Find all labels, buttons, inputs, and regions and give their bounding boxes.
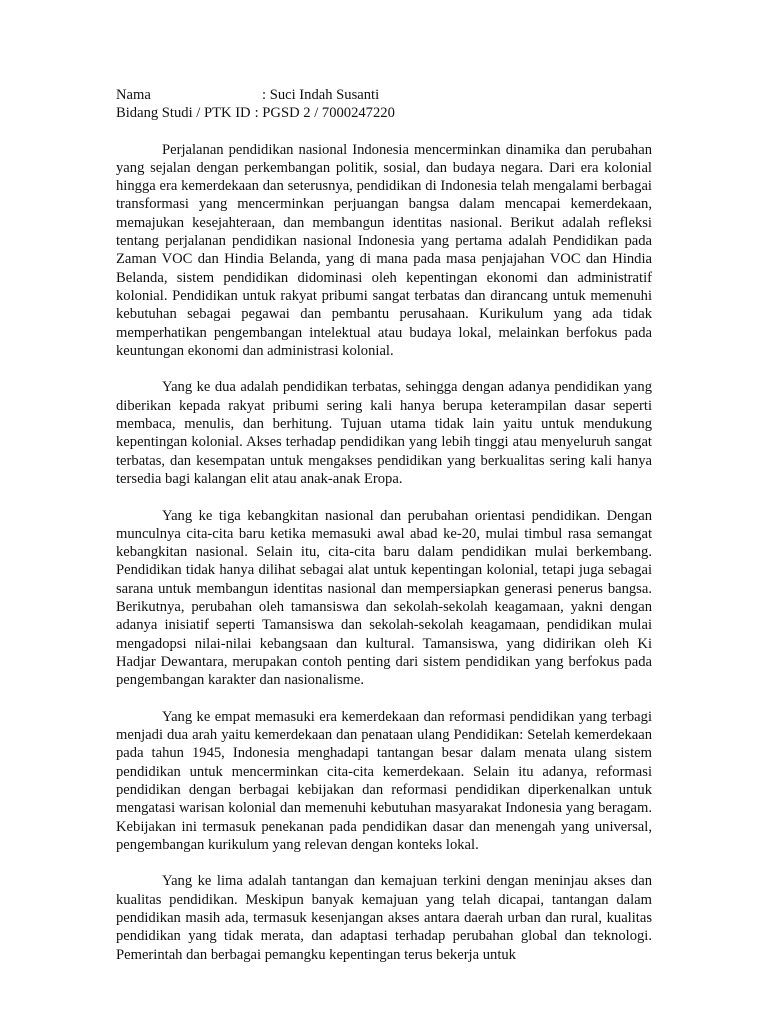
name-line	[116, 86, 652, 104]
paragraph-4: Yang ke empat memasuki era kemerdekaan dan reformasi pendidikan yang terbagi menjadi dua arah yaitu kemerdekaan dan penataan ulang Pendidikan: Setelah kemerdekaan pada tahun 1945, Indonesia menghadapi tantangan besar dalam menata ulang sistem pendidikan untuk mencerminkan cita-cita kemerdekaan. Selain itu adanya, reformasi pendidikan dengan berbagai kebijakan dan reformasi pendidikan diperkenalkan untuk mengatasi warisan kolonial dan memenuhi kebutuhan masyarakat Indonesia yang beragam. Kebijakan ini termasuk penekanan pada pendidikan dasar dan menengah yang universal, pengembangan kurikulum yang relevan dengan konteks lokal.	[116, 708, 652, 853]
name-value: : Suci Indah Susanti	[262, 87, 380, 103]
paragraph-2: Yang ke dua adalah pendidikan terbatas, sehingga dengan adanya pendidikan yang diberikan kepada rakyat pribumi sering kali hanya berupa keterampilan dasar seperti membaca, menulis, dan berhitung. Tujuan utama tidak lain yaitu untuk mendukung kepentingan kolonial. Akses terhadap pendidikan yang lebih tinggi atau menyeluruh sangat terbatas, dan kesempatan untuk mengakses pendidikan yang berkualitas sering kali hanya tersedia bagi kalangan elit atau anak-anak Eropa.	[116, 379, 652, 487]
name-label: Nama	[116, 87, 151, 103]
document-body	[116, 86, 652, 964]
paragraph-5: Yang ke lima adalah tantangan dan kemajuan terkini dengan meninjau akses dan kualitas pendidikan. Meskipun banyak kemajuan yang telah dicapai, tantangan dalam pendidikan masih ada, termasuk kesenjangan akses antara daerah urban dan rural, kualitas pendidikan yang tidak merata, dan adaptasi terhadap perubahan global dan teknologi. Pemerintah dan berbagai pemangku kepentingan terus bekerja untuk	[116, 873, 652, 963]
paragraph-3: Yang ke tiga kebangkitan nasional dan perubahan orientasi pendidikan. Dengan munculnya cita-cita baru ketika memasuki awal abad ke-20, mulai timbul rasa semangat kebangkitan nasional. Selain itu, cita-cita baru dalam pendidikan mulai berkembang. Pendidikan tidak hanya dilihat sebagai alat untuk kepentingan kolonial, tetapi juga sebagai sarana untuk membangun identitas nasional dan mempersiapkan generasi penerus bangsa. Berikutnya, perubahan oleh tamansiswa dan sekolah-sekolah keagamaan, yakni dengan adanya inisiatif seperti Tamansiswa dan sekolah-sekolah keagamaan, pendidikan mulai mengadopsi nilai-nilai kebangsaan dan kultural. Tamansiswa, yang didirikan oleh Ki Hadjar Dewantara, merupakan contoh penting dari sistem pendidikan yang berfokus pada pengembangan karakter dan nasionalisme.	[116, 507, 652, 689]
paragraph-1: Perjalanan pendidikan nasional Indonesia mencerminkan dinamika dan perubahan yang sejalan dengan perkembangan politik, sosial, dan budaya negara. Dari era kolonial hingga era kemerdekaan dan seterusnya, pendidikan di Indonesia telah mengalami berbagai transformasi yang mencerminkan perjuangan bangsa dalam mencapai kemerdekaan, memajukan kesejahteraan, dan membangun identitas nasional. Berikut adalah refleksi tentang perjalanan pendidikan nasional Indonesia yang pertama adalah Pendidikan pada Zaman VOC dan Hindia Belanda, yang di mana pada masa penjajahan VOC dan Hindia Belanda, sistem pendidikan didominasi oleh kepentingan ekonomi dan administratif kolonial. Pendidikan untuk rakyat pribumi sangat terbatas dan dirancang untuk memenuhi kebutuhan sebagai pegawai dan pembantu perusahaan. Kurikulum yang ada tidak memperhatikan pengembangan intelektual atau budaya lokal, melainkan berfokus pada keuntungan ekonomi dan administrasi kolonial.	[116, 141, 652, 359]
study-id-line	[116, 104, 652, 122]
study-id-value: : PGSD 2 / 7000247220	[254, 105, 395, 122]
study-id-label: Bidang Studi / PTK ID	[116, 105, 251, 122]
